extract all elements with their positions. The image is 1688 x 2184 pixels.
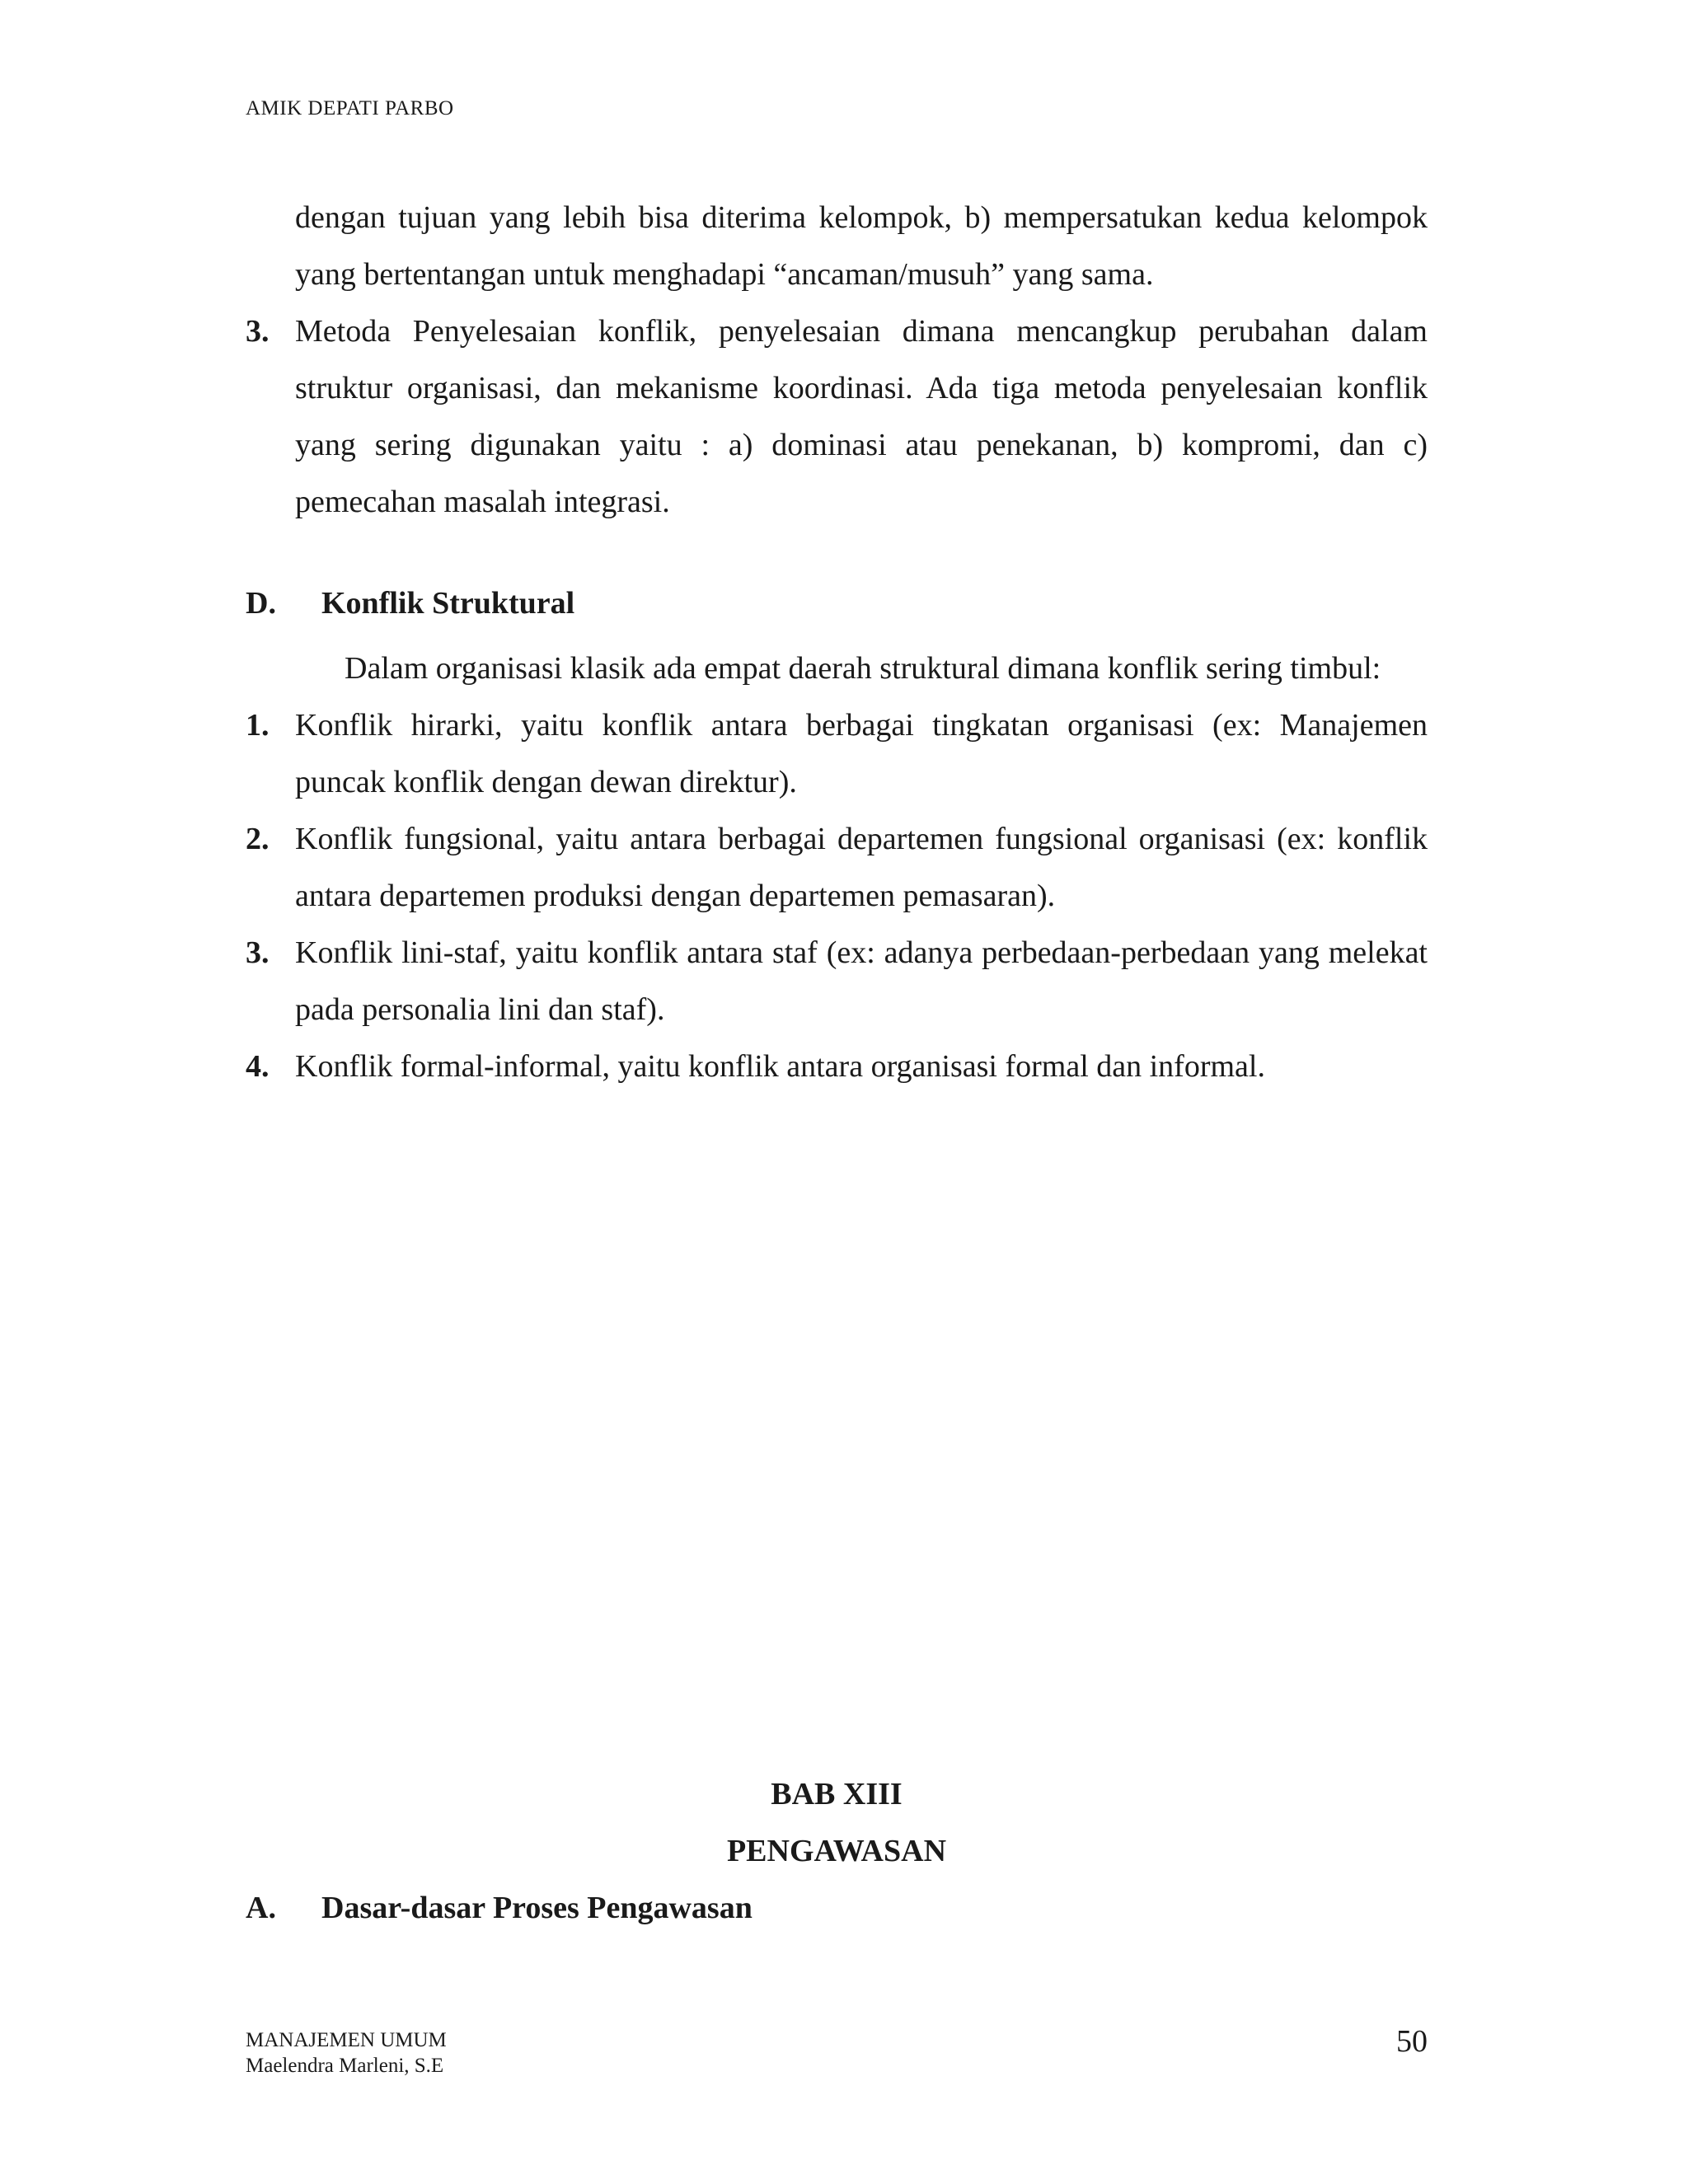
body-text-section-d <box>246 640 1428 1095</box>
section-title: Konflik Struktural <box>321 586 575 621</box>
list-item <box>246 811 1428 925</box>
list-item-text: Konflik lini-staf, yaitu konflik antara staf (ex: adanya perbedaan-perbedaan yang melekat pada personalia lini dan staf). <box>295 935 1428 1027</box>
page-number: 50 <box>1396 2024 1428 2059</box>
running-footer <box>246 2027 447 2079</box>
list-item <box>246 925 1428 1038</box>
continuation-paragraph: dengan tujuan yang lebih bisa diterima kelompok, b) mempersatukan kedua kelompok yang bertentangan untuk menghadapi “ancaman/musuh” yang sama. <box>295 200 1428 292</box>
footer-author: Maelendra Marleni, S.E <box>246 2055 444 2077</box>
section-intro-paragraph: Dalam organisasi klasik ada empat daerah struktural dimana konflik sering timbul: <box>345 651 1381 686</box>
list-item <box>246 1038 1428 1095</box>
section-title: Dasar-dasar Proses Pengawasan <box>321 1891 753 1925</box>
list-item <box>246 697 1428 811</box>
list-item-text: Konflik formal-informal, yaitu konflik antara organisasi formal dan informal. <box>295 1049 1265 1084</box>
running-header: AMIK DEPATI PARBO <box>246 97 454 120</box>
section-heading-d <box>246 585 574 621</box>
list-item-number: 3. <box>246 314 270 349</box>
list-item-number: 1. <box>246 708 270 743</box>
list-item-number: 4. <box>246 1049 270 1084</box>
list-item-text: Konflik fungsional, yaitu antara berbagai departemen fungsional organisasi (ex: konflik antara departemen produksi dengan departemen pemasaran). <box>295 822 1428 913</box>
section-letter: A. <box>246 1891 276 1925</box>
list-item-number: 3. <box>246 935 270 970</box>
chapter-number: BAB XIII <box>771 1777 903 1811</box>
footer-course: MANAJEMEN UMUM <box>246 2029 447 2051</box>
section-letter: D. <box>246 586 276 621</box>
section-heading-a <box>246 1890 753 1926</box>
chapter-title: PENGAWASAN <box>726 1834 947 1868</box>
list-item <box>246 303 1428 531</box>
list-item-text: Konflik hirarki, yaitu konflik antara berbagai tingkatan organisasi (ex: Manajemen puncak konflik dengan dewan direktur). <box>295 708 1428 799</box>
list-item-text: Metoda Penyelesaian konflik, penyelesaian dimana mencangkup perubahan dalam struktur organisasi, dan mekanisme koordinasi. Ada tiga metoda penyelesaian konflik yang sering digunakan yaitu : a) dominasi atau penekanan, b) kompromi, dan c) pemecahan masalah integrasi. <box>295 314 1428 519</box>
body-text-top <box>246 190 1428 531</box>
list-item-number: 2. <box>246 822 270 856</box>
